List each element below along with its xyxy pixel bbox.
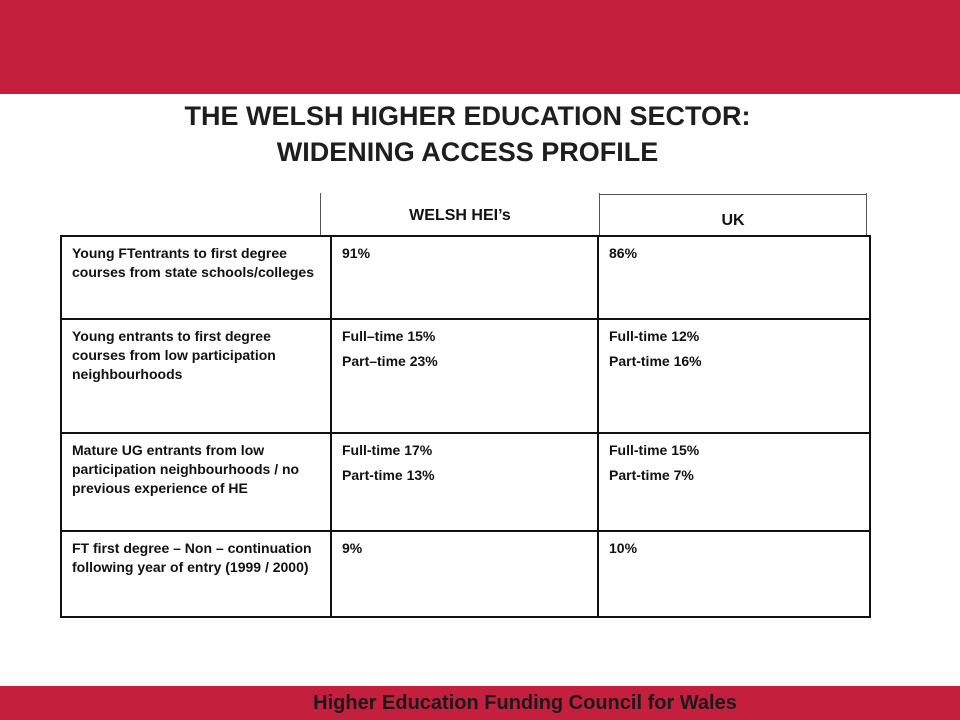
header-divider-middle [599, 193, 600, 235]
header-divider-right [866, 193, 867, 235]
uk-value [598, 531, 870, 617]
uk-value-line: 86% [609, 245, 638, 261]
widening-access-table [60, 235, 871, 618]
row-label: Mature UG entrants from low participation neighbourhoods / no previous experience of HE [61, 433, 331, 531]
column-header-uk: UK [721, 212, 745, 229]
row-label: Young FTentrants to first degree courses from state schools/colleges [61, 236, 331, 319]
table-row [61, 531, 870, 617]
uk-value-line: Full-time 15% [609, 442, 700, 458]
header-divider-left [320, 193, 321, 235]
footer-text: Higher Education Funding Council for Wales [313, 692, 737, 714]
uk-value [598, 319, 870, 433]
welsh-value [331, 433, 598, 531]
uk-value [598, 236, 870, 319]
row-label: FT first degree – Non – continuation following year of entry (1999 / 2000) [61, 531, 331, 617]
top-banner [0, 0, 960, 94]
welsh-value-line: 9% [342, 540, 363, 556]
uk-value-line: Full-time 12% [609, 328, 700, 344]
welsh-value-line: 91% [342, 245, 371, 261]
slide-title [0, 98, 935, 170]
welsh-value-line: Part–time 23% [342, 353, 438, 369]
uk-value [598, 433, 870, 531]
title-line-1: THE WELSH HIGHER EDUCATION SECTOR: [184, 101, 751, 131]
title-line-2: WIDENING ACCESS PROFILE [276, 137, 659, 167]
welsh-value-line: Part-time 13% [342, 467, 435, 483]
welsh-value [331, 531, 598, 617]
uk-value-line: 10% [609, 540, 638, 556]
uk-value-line: Part-time 7% [609, 467, 694, 483]
row-label: Young entrants to first degree courses from low participation neighbourhoods [61, 319, 331, 433]
table-row [61, 319, 870, 433]
welsh-value-line: Full-time 17% [342, 442, 433, 458]
column-header-welsh: WELSH HEI’s [409, 207, 511, 224]
welsh-value [331, 319, 598, 433]
table-row [61, 433, 870, 531]
uk-value-line: Part-time 16% [609, 353, 702, 369]
table-row [61, 236, 870, 319]
welsh-value [331, 236, 598, 319]
header-top-rule [600, 194, 866, 195]
welsh-value-line: Full–time 15% [342, 328, 436, 344]
